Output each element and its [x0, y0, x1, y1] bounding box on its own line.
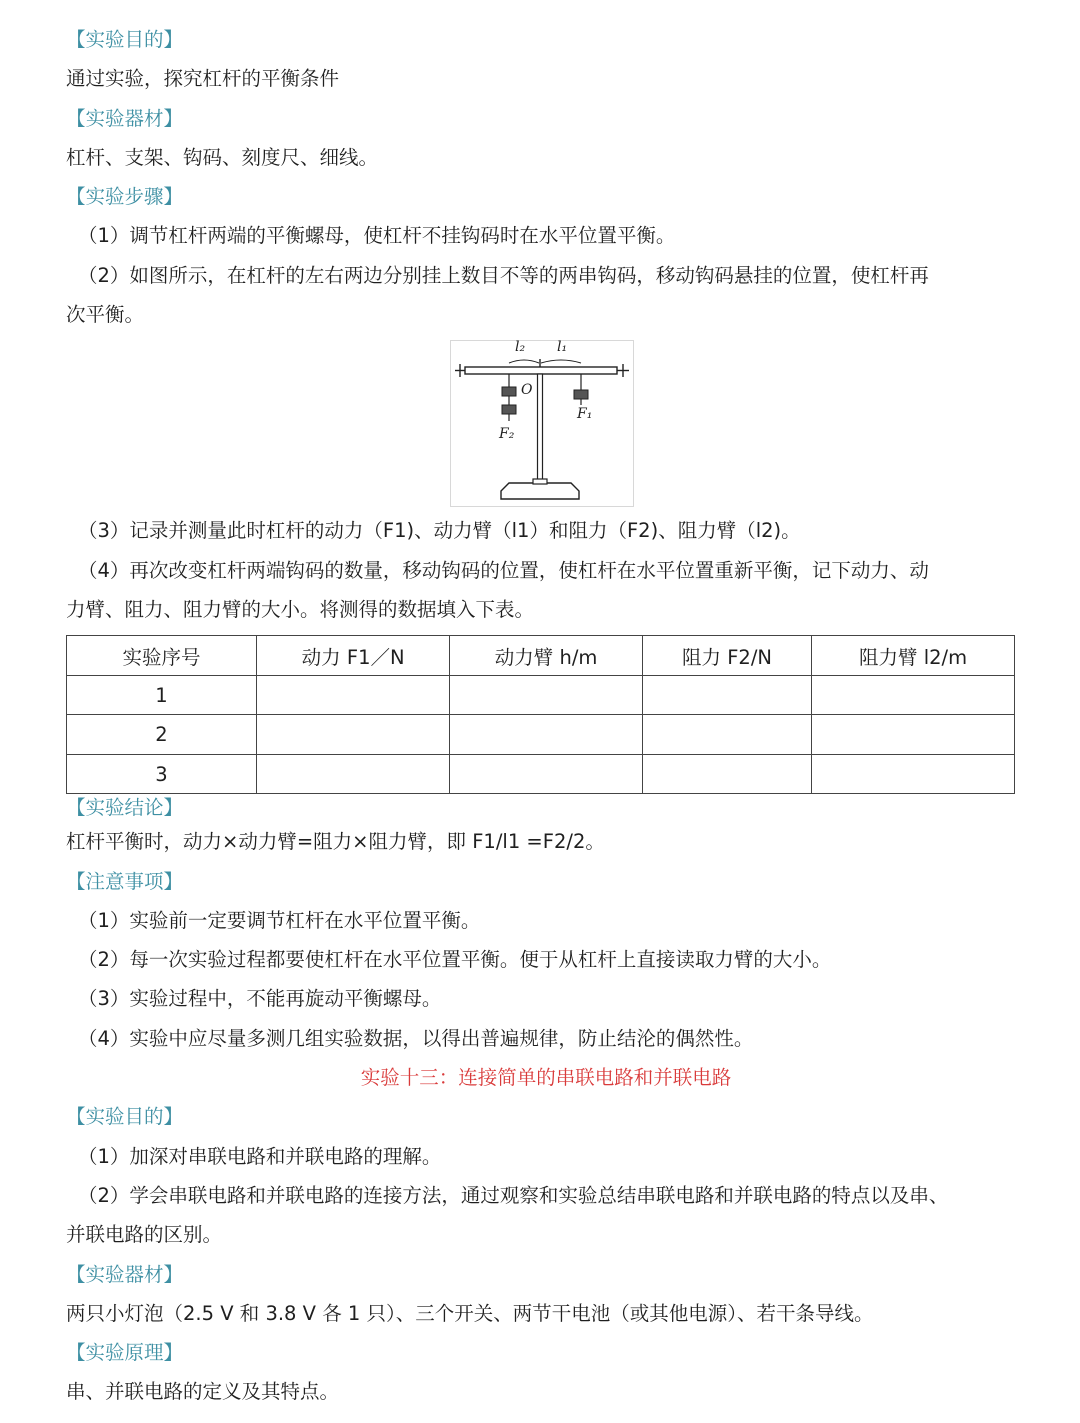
label-o: O — [521, 382, 533, 399]
step-4-line-1: （4）再次改变杠杆两端钩码的数量，移动钩码的位置，使杠杆在水平位置重新平衡，记下动力、动 — [78, 558, 929, 582]
table-cell — [257, 754, 450, 794]
conclusion-text: 杠杆平衡时，动力×动力臂=阻力×阻力臂，即 F1/l1 =F2/2。 — [66, 830, 605, 854]
table-header: 阻力臂 l2/m — [812, 636, 1015, 676]
equipment-text-2: 两只小灯泡（2.5 V 和 3.8 V 各 1 只）、三个开关、两节干电池（或其他电源）、若干条导线。 — [66, 1301, 874, 1325]
equipment-text: 杠杆、支架、钩码、刻度尺、细线。 — [66, 145, 379, 169]
table-cell — [642, 675, 811, 715]
table-cell: 3 — [67, 754, 257, 794]
step-3: （3）记录并测量此时杠杆的动力（F1)、动力臂（l1）和阻力（F2)、阻力臂（l2)。 — [78, 519, 801, 543]
lever-diagram — [451, 341, 633, 506]
left-weight-1 — [502, 387, 516, 396]
data-table — [66, 635, 1015, 794]
note-4: （4）实验中应尽量多测几组实验数据，以得出普遍规律，防止结沦的偶然性。 — [78, 1026, 754, 1050]
notes-heading: 【注意事项】 — [66, 869, 184, 893]
stand-base — [501, 483, 579, 499]
note-1: （1）实验前一定要调节杠杆在水平位置平衡。 — [78, 908, 481, 932]
table-header-row — [67, 636, 1015, 676]
table-cell — [812, 675, 1015, 715]
table-cell — [450, 715, 643, 755]
table-cell — [642, 754, 811, 794]
purpose-2-item-2-line-2: 并联电路的区别。 — [66, 1223, 223, 1247]
step-1: （1）调节杠杆两端的平衡螺母，使杠杆不挂钩码时在水平位置平衡。 — [78, 224, 676, 248]
label-f1: F₁ — [577, 406, 593, 423]
step-4-line-2: 力臂、阻力、阻力臂的大小。将测得的数据填入下表。 — [66, 597, 535, 621]
equipment-heading: 【实验器材】 — [66, 106, 184, 130]
label-l2: l₂ — [515, 339, 526, 356]
table-header: 动力臂 h/m — [450, 636, 643, 676]
experiment-13-title: 实验十三：连接简单的串联电路和并联电路 — [360, 1066, 732, 1090]
right-weight — [574, 390, 588, 399]
purpose-2-item-1: （1）加深对串联电路和并联电路的理解。 — [78, 1144, 442, 1168]
table-header: 实验序号 — [67, 636, 257, 676]
lever-bar — [465, 367, 617, 374]
left-weight-2 — [502, 405, 516, 414]
document-page — [66, 20, 1026, 1412]
stand-pole — [538, 374, 543, 480]
table-row — [67, 754, 1015, 794]
table-header: 阻力 F2/N — [642, 636, 811, 676]
step-2-line-1: （2）如图所示，在杠杆的左右两边分别挂上数目不等的两串钩码，移动钩码悬挂的位置，使杠杆再 — [78, 263, 929, 287]
table-row — [67, 715, 1015, 755]
table-cell — [812, 754, 1015, 794]
purpose-text: 通过实验，探究杠杆的平衡条件 — [66, 67, 340, 91]
purpose-heading: 【实验目的】 — [66, 28, 184, 51]
steps-heading: 【实验步骤】 — [66, 185, 184, 209]
table-cell — [257, 715, 450, 755]
purpose-2-item-2-line-1: （2）学会串联电路和并联电路的连接方法，通过观察和实验总结串联电路和并联电路的特点以及串、 — [78, 1183, 949, 1207]
principle-text: 串、并联电路的定义及其特点。 — [66, 1380, 340, 1404]
conclusion-heading: 【实验结论】 — [66, 796, 184, 820]
lever-figure — [450, 340, 634, 507]
table-header: 动力 F1／N — [257, 636, 450, 676]
step-2-line-2: 次平衡。 — [66, 303, 145, 327]
table-cell — [812, 715, 1015, 755]
equipment-heading-2: 【实验器材】 — [66, 1262, 184, 1286]
label-f2: F₂ — [499, 426, 515, 443]
table-cell — [450, 754, 643, 794]
table-cell — [257, 675, 450, 715]
note-3: （3）实验过程中，不能再旋动平衡螺母。 — [78, 987, 442, 1011]
table-cell — [450, 675, 643, 715]
purpose-heading-2: 【实验目的】 — [66, 1105, 184, 1129]
table-row — [67, 675, 1015, 715]
table-cell: 1 — [67, 675, 257, 715]
table-cell: 2 — [67, 715, 257, 755]
table-cell — [642, 715, 811, 755]
label-l1: l₁ — [557, 339, 568, 356]
note-2: （2）每一次实验过程都要使杠杆在水平位置平衡。便于从杠杆上直接读取力臂的大小。 — [78, 948, 832, 972]
principle-heading: 【实验原理】 — [66, 1341, 184, 1365]
